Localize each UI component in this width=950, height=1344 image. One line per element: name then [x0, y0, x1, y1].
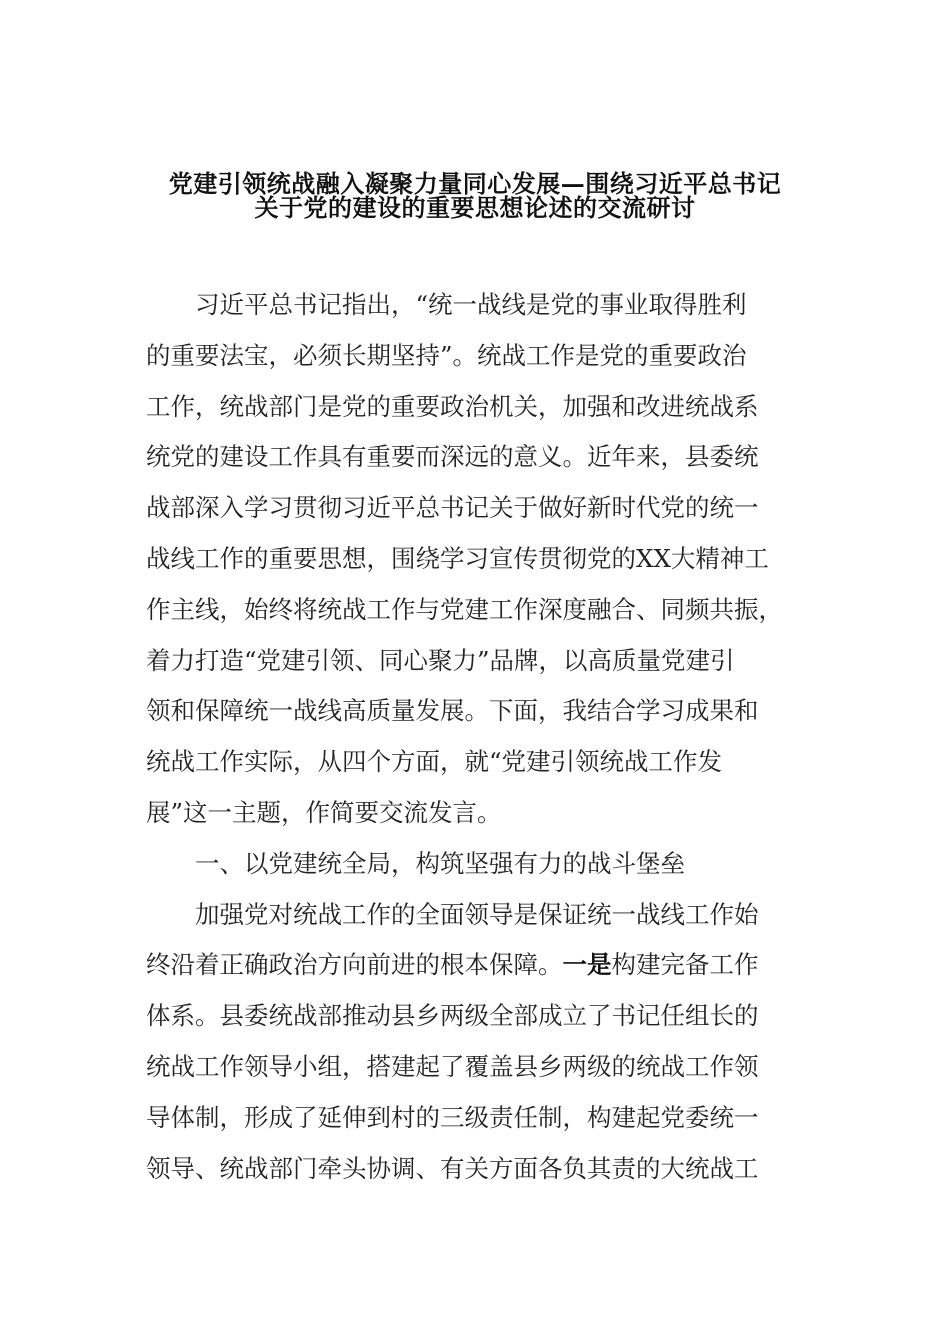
body-line: 习近平总书记指出，“统一战线是党的事业取得胜利 — [195, 290, 747, 319]
body-line: 统战工作领导小组，搭建起了覆盖县乡两级的统战工作领 — [146, 1051, 759, 1081]
body-line: 的重要法宝，必须长期坚持”。统战工作是党的重要政治 — [146, 340, 747, 370]
body-line: 加强党对统战工作的全面领导是保证统一战线工作始 — [195, 899, 759, 929]
body-line: 着力打造“党建引领、同心聚力”品牌，以高质量党建引 — [146, 645, 735, 675]
body-line — [146, 940, 796, 991]
body-line: 统战工作实际，从四个方面，就“党建引领统战工作发 — [146, 747, 723, 777]
document-body — [146, 280, 796, 1194]
body-line: 领导、统战部门牵头协调、有关方面各负其责的大统战工 — [146, 1153, 759, 1183]
body-line: 战线工作的重要思想，围绕学习宣传贯彻党的XX大精神工 — [146, 543, 769, 573]
body-line: 导体制，形成了延伸到村的三级责任制，构建起党委统一 — [146, 1102, 759, 1132]
document-title-line-2: 关于党的建设的重要思想论述的交流研讨 — [254, 193, 696, 222]
body-line: 展”这一主题，作简要交流发言。 — [146, 797, 502, 827]
body-line: 作主线，始终将统战工作与党建工作深度融合、同频共振， — [146, 594, 783, 624]
body-line: 战部深入学习贯彻习近平总书记关于做好新时代党的统一 — [146, 493, 759, 523]
body-line-segment: 终沿着正确政治方向前进的根本保障。 — [146, 950, 563, 980]
section-heading: 一、以党建统全局，构筑坚强有力的战斗堡垒 — [195, 848, 685, 878]
body-line: 统党的建设工作具有重要而深远的意义。近年来，县委统 — [146, 442, 759, 472]
bold-marker: 一是 — [562, 950, 612, 980]
body-line: 工作，统战部门是党的重要政治机关，加强和改进统战系 — [146, 391, 759, 421]
body-line-segment: 构建完备工作 — [611, 950, 759, 980]
body-line: 体系。县委统战部推动县乡两级全部成立了书记任组长的 — [146, 1001, 759, 1031]
document-title-line-1: 党建引领统战融入凝聚力量同心发展—围绕习近平总书记 — [168, 169, 782, 198]
body-line: 领和保障统一战线高质量发展。下面，我结合学习成果和 — [146, 696, 759, 726]
